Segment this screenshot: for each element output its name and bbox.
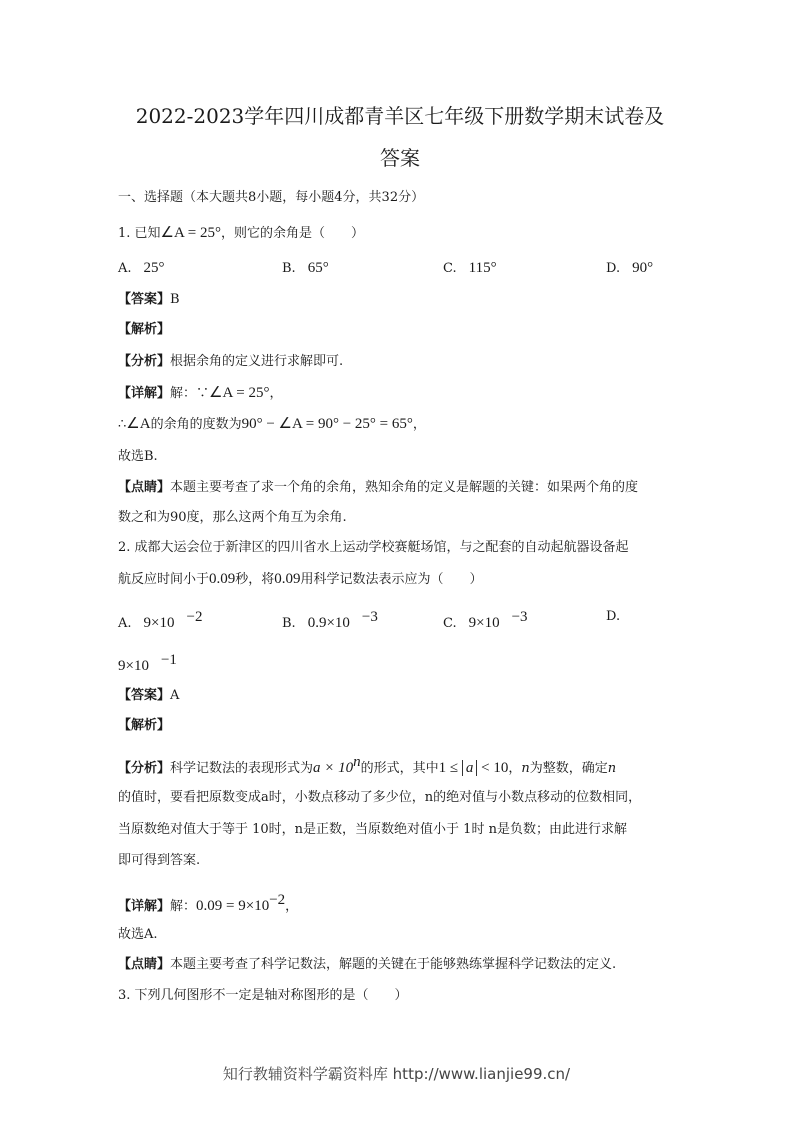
q2-option-a-exp: −2	[186, 609, 203, 625]
q1-xiangjie-tag: 【详解】	[118, 386, 171, 401]
q2-fenxi-line3: 当原数绝对值大于等于 10时，n是正数，当原数绝对值小于 1时 n是负数；由此进行求解	[118, 822, 627, 837]
q2-option-a-base: 9×10	[143, 615, 175, 631]
q3-stem: 3. 下列几何图形不一定是轴对称图形的是（ ）	[118, 988, 408, 1003]
q2-stem-line1: 2. 成都大运会位于新津区的四川省水上运动学校赛艇场馆，与之配套的自动起航器设备起	[118, 540, 629, 555]
q1-dianjing-line1	[118, 478, 638, 498]
q2-option-d-letter: D.	[606, 609, 621, 624]
q2-option-c-exp: −3	[511, 609, 528, 625]
q2-fenxi-ineq-left: 1 ≤	[438, 760, 462, 776]
q2-dianjing	[118, 955, 616, 975]
q1-dianjing-text1: 本题主要考查了求一个角的余角，熟知余角的定义是解题的关键：如果两个角的度	[170, 480, 639, 495]
q2-option-c	[443, 607, 528, 634]
q2-fenxi-n1: n	[521, 761, 530, 776]
q2-option-b-exp: −3	[361, 609, 378, 625]
q2-option-d	[606, 607, 620, 627]
q2-fenxi-post1: ，	[508, 761, 522, 776]
q2-stem-math2: 0.09	[274, 571, 301, 587]
q2-option-c-letter: C.	[443, 616, 457, 631]
q1-option-c-letter: C.	[443, 261, 457, 276]
q2-option-a-letter: A.	[118, 616, 132, 631]
q1-dianjing-line2: 数之和为90度，那么这两个角互为余角.	[118, 510, 347, 525]
q1-dianjing-tag: 【点睛】	[118, 480, 171, 495]
q1-option-d-value: 90°	[632, 260, 654, 276]
q1-derive-math1: ∠A	[126, 416, 151, 432]
q1-fenxi-tag: 【分析】	[118, 354, 171, 369]
doc-title-line2: 答案	[380, 146, 420, 170]
q1-option-d	[606, 258, 653, 279]
q2-fenxi-abs: a	[462, 760, 478, 776]
q1-answer-value: B	[170, 292, 180, 307]
q2-xiangjie-exp: −2	[269, 892, 286, 908]
q1-option-c-value: 115°	[468, 260, 497, 276]
doc-title-line1: 2022-2023学年四川成都青羊区七年级下册数学期末试卷及	[135, 104, 665, 128]
q2-dianjing-text: 本题主要考查了科学记数法，解题的关键在于能够熟练掌握科学记数法的定义.	[170, 957, 617, 972]
q1-option-d-letter: D.	[606, 261, 621, 276]
q1-fenxi	[118, 352, 343, 372]
q1-option-b-value: 65°	[307, 260, 329, 276]
q1-analysis-tag	[118, 320, 170, 340]
q2-fenxi-post2: 为整数，确定	[529, 761, 608, 776]
q1-xiangjie	[118, 383, 282, 404]
q2-answer-value: A	[170, 688, 180, 703]
q2-fenxi-mid: 的形式，其中	[360, 761, 439, 776]
q1-xiangjie-pre: 解：∵	[170, 386, 210, 401]
q2-fenxi-ineq-right: < 10	[477, 760, 509, 776]
q1-choose: 故选B.	[118, 449, 158, 464]
q2-stem-pre: 航反应时间小于	[118, 572, 210, 587]
q2-xiangjie-post: ，	[285, 899, 299, 914]
q2-fenxi-line4: 即可得到答案.	[118, 853, 201, 868]
q2-choose: 故选A.	[118, 927, 158, 942]
q2-option-d-base: 9×10	[118, 658, 149, 674]
q1-answer-tag: 【答案】	[118, 292, 171, 307]
q2-stem-mid: 秒，将	[235, 572, 275, 587]
q2-analysis-label: 【解析】	[118, 718, 171, 733]
q1-fenxi-text: 根据余角的定义进行求解即可.	[170, 354, 344, 369]
q2-fenxi-pre: 科学记数法的表现形式为	[170, 761, 314, 776]
q2-fenxi-tag: 【分析】	[118, 761, 171, 776]
q2-xiangjie-math: 0.09 = 9×10	[196, 898, 270, 914]
q2-option-c-base: 9×10	[468, 615, 500, 631]
q1-derive-mid: 的余角的度数为	[150, 417, 242, 432]
q1-stem-pre: 1. 已知	[118, 226, 161, 241]
q2-option-d-exp: −1	[160, 652, 177, 668]
q2-fenxi-form-exp: n	[353, 754, 361, 770]
q1-derive-post: ，	[412, 417, 426, 432]
q1-derive-math2: 90° − ∠A = 90° − 25° = 65°	[241, 416, 413, 432]
q2-fenxi-n2: n	[607, 761, 617, 776]
section-heading: 一、选择题（本大题共8小题，每小题4分，共32分）	[118, 190, 425, 205]
q1-stem-post: ，则它的余角是（ ）	[220, 226, 364, 241]
q1-option-c	[443, 258, 497, 279]
q2-answer	[118, 686, 179, 706]
footer-watermark: 知行教辅资料学霸资料库 http://www.lianjie99.cn/	[222, 1065, 571, 1083]
q1-stem-math: ∠A = 25°	[160, 225, 221, 241]
q2-xiangjie-tag: 【详解】	[118, 899, 171, 914]
q1-xiangjie-math: ∠A = 25°	[209, 385, 270, 401]
q2-stem-line2	[118, 569, 483, 590]
q2-stem-math1: 0.09	[209, 571, 236, 587]
q2-fenxi-line2: 的值时，要看把原数变成a时，小数点移动了多少位，n的绝对值与小数点移动的位数相同，	[118, 790, 642, 805]
q1-analysis-label: 【解析】	[118, 322, 171, 337]
q1-derive-pre: ∴	[118, 417, 127, 432]
q2-analysis-tag	[118, 716, 170, 736]
q2-option-b	[282, 607, 378, 634]
q2-fenxi-form: a × 10	[313, 760, 354, 776]
q2-option-b-letter: B.	[282, 616, 296, 631]
q1-option-b	[282, 258, 329, 279]
q2-answer-tag: 【答案】	[118, 688, 171, 703]
q2-xiangjie-pre: 解：	[170, 899, 197, 914]
q1-derivation	[118, 414, 426, 435]
q2-option-b-base: 0.9×10	[307, 615, 350, 631]
q1-option-a-value: 25°	[143, 260, 165, 276]
q1-answer	[118, 290, 180, 310]
q2-option-d-value	[118, 650, 177, 677]
q1-option-b-letter: B.	[282, 261, 296, 276]
q2-fenxi-line1	[118, 752, 616, 779]
q1-option-a-letter: A.	[118, 261, 132, 276]
q1-stem	[118, 223, 364, 244]
q2-option-a	[118, 607, 202, 634]
q2-xiangjie	[118, 890, 298, 917]
q1-option-a	[118, 258, 165, 279]
q2-stem-post: 用科学记数法表示应为（ ）	[300, 572, 483, 587]
q1-xiangjie-post: ，	[269, 386, 283, 401]
q2-dianjing-tag: 【点睛】	[118, 957, 171, 972]
